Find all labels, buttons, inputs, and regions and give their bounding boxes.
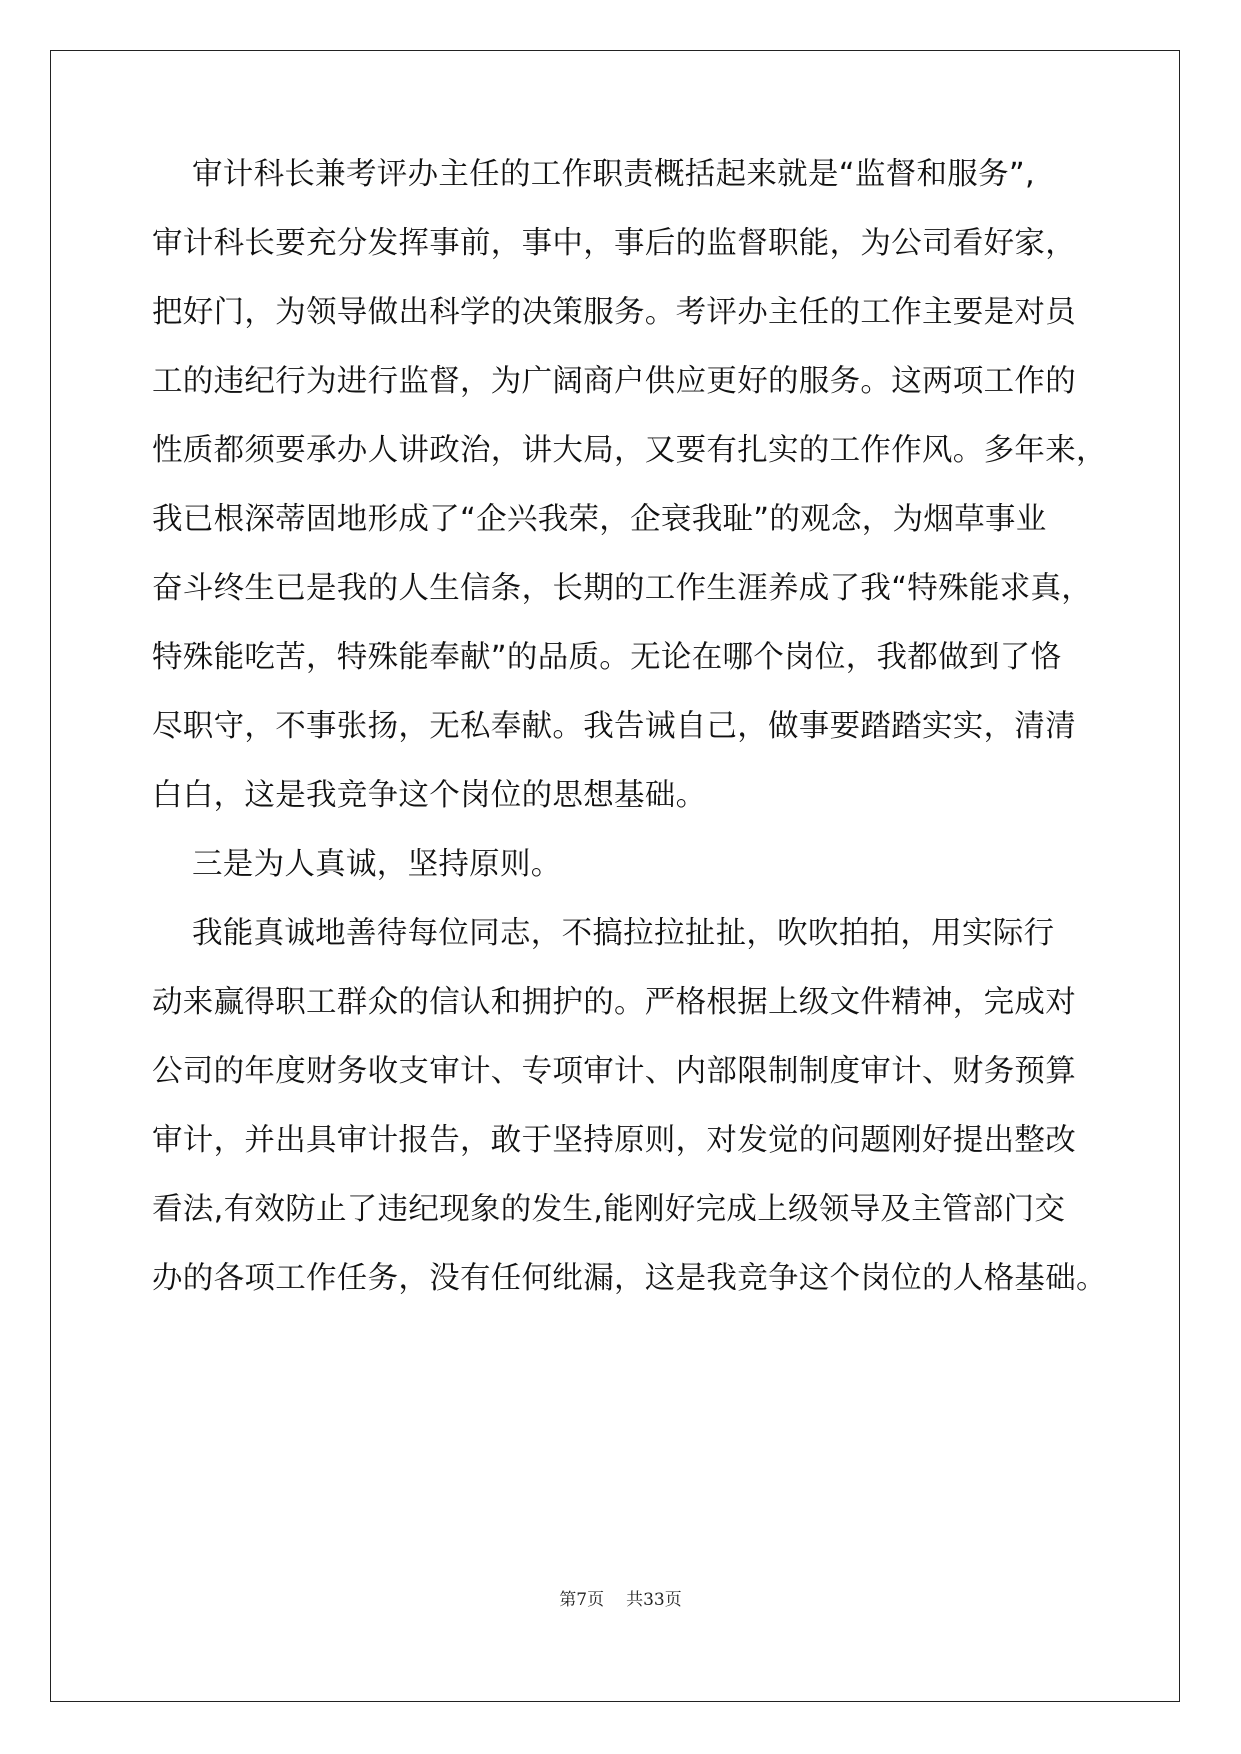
page-total: 共33页 bbox=[626, 1590, 682, 1610]
text-line: 我能真诚地善待每位同志，不搞拉拉扯扯，吹吹拍拍，用实际行 bbox=[152, 916, 1055, 951]
text-line: 审计科长兼考评办主任的工作职责概括起来就是“监督和服务”, bbox=[152, 157, 1035, 192]
text-line: 性质都须要承办人讲政治，讲大局，又要有扎实的工作作风。多年来， bbox=[152, 433, 1107, 468]
text-line: 三是为人真诚，坚持原则。 bbox=[152, 847, 562, 882]
text-line: 特殊能吃苦，特殊能奉献”的品质。无论在哪个岗位，我都做到了恪 bbox=[152, 640, 1062, 675]
text-line: 尽职守，不事张扬，无私奉献。我告诫自己，做事要踏踏实实，清清 bbox=[152, 709, 1076, 744]
text-line: 我已根深蒂固地形成了“企兴我荣，企衰我耻”的观念，为烟草事业 bbox=[152, 502, 1047, 537]
text-line: 审计，并出具审计报告，敢于坚持原则，对发觉的问题刚好提出整改 bbox=[152, 1123, 1076, 1158]
text-line: 看法,有效防止了违纪现象的发生,能刚好完成上级领导及主管部门交 bbox=[152, 1192, 1066, 1227]
text-line: 奋斗终生已是我的人生信条，长期的工作生涯养成了我“特殊能求真， bbox=[152, 571, 1093, 606]
text-line: 动来赢得职工群众的信认和拥护的。严格根据上级文件精神，完成对 bbox=[152, 985, 1076, 1020]
text-line: 白白，这是我竞争这个岗位的思想基础。 bbox=[152, 778, 707, 813]
page-footer bbox=[0, 1589, 1241, 1611]
text-line: 工的违纪行为进行监督，为广阔商户供应更好的服务。这两项工作的 bbox=[152, 364, 1076, 399]
text-line: 审计科长要充分发挥事前，事中，事后的监督职能，为公司看好家， bbox=[152, 226, 1076, 261]
page-number: 第7页 bbox=[559, 1590, 605, 1610]
text-line: 公司的年度财务收支审计、专项审计、内部限制制度审计、财务预算 bbox=[152, 1054, 1076, 1089]
text-line: 办的各项工作任务，没有任何纰漏，这是我竞争这个岗位的人格基础。 bbox=[152, 1261, 1107, 1296]
text-line: 把好门，为领导做出科学的决策服务。考评办主任的工作主要是对员 bbox=[152, 295, 1076, 330]
